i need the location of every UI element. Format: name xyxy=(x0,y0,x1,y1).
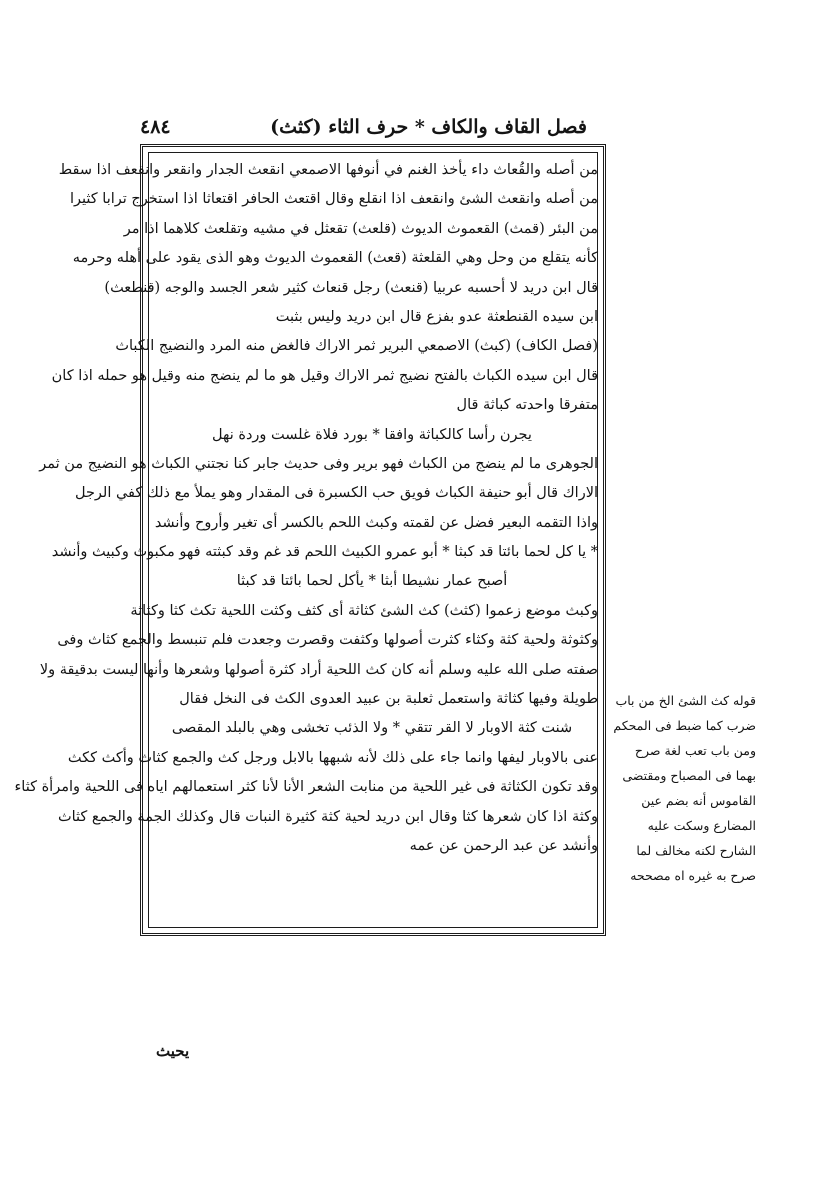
verse-line: أصبح عمار نشيطا أبثا * يأكل لحما بائتا قد كبثا xyxy=(236,573,508,590)
text-line: طويلة وفيها كثاثة واستعمل ثعلبة بن عبيد العدوى الكث فى النخل فقال xyxy=(179,691,598,708)
margin-note-line: ومن باب تعب لغة صرح xyxy=(634,743,756,758)
text-line: من أصله وانقعث الشئ وانقعف اذا انقلع وقال اقتعث الحافر اقتعاثا اذا استخرج ترابا كثيرا xyxy=(70,191,598,208)
text-line: كأنه يتقلع من وحل وهي القلعثة (قعث) القعموث الديوث وهو الذى يقود على أهله وحرمه xyxy=(72,250,598,267)
text-line: عنى بالاوبار ليفها وانما جاء على ذلك لأنه شبهها بالابل ورجل كث والجمع كثاث وأكث ككث xyxy=(67,749,598,766)
margin-note-line: ضرب كما ضبط فى المحكم xyxy=(613,718,756,733)
text-line: وكبث موضع زعموا (كثث) كث الشئ كثاثة أى كثف وكثت اللحية تكث كثا وكثاثة xyxy=(130,602,598,619)
text-line: قال ابن سيده الكباث بالفتح نضيج ثمر الاراك وقيل هو ما لم ينضج منه وقيل هو حمله اذا كان xyxy=(51,367,598,384)
text-line: الاراك قال أبو حنيفة الكباث فويق حب الكسبرة فى المقدار وهو يملأ مع ذلك كفي الرجل xyxy=(74,485,598,502)
page-number: ٤٨٤ xyxy=(140,116,171,138)
text-line: وقد تكون الكثاثة فى غير اللحية من منابت الشعر الأنا لأنا كثر استعمالهم اياه فى اللحية وامرأة كثاء xyxy=(14,779,598,796)
text-line: من البئر (قمث) القعموث الديوث (قلعث) تقعثل في مشيه وتقلعث كلاهما اذا مر xyxy=(123,220,598,237)
margin-note-line: القاموس أنه بضم عين xyxy=(641,793,756,808)
text-line: الجوهرى ما لم ينضج من الكباث فهو برير وفى حديث جابر كنا نجتني الكباث هو النضيج من ثمر xyxy=(39,455,598,472)
text-line: * يا كل لحما بائتا قد كبثا * أبو عمرو الكبيث اللحم قد غم وقد كبثته فهو مكبوث وكبيث وأنشد xyxy=(51,544,598,561)
margin-note-line: صرح به غيره اه مصححه xyxy=(630,868,756,883)
page-header xyxy=(140,112,605,144)
margin-note xyxy=(608,688,756,888)
text-line: واذا التقمه البعير فضل عن لقمته وكبث اللحم بالكسر أى تغير وأروح وأنشد xyxy=(154,514,598,531)
margin-note-line: الشارح لكنه مخالف لما xyxy=(636,843,756,858)
text-line: ابن سيده القنطعثة عدو بفزع قال ابن دريد وليس بثبت xyxy=(275,308,598,325)
text-line: قال ابن دريد لا أحسبه عربيا (قنعث) رجل قنعاث كثير شعر الجسد والوجه (قنطعث) xyxy=(104,279,598,296)
margin-note-line: المضارع وسكت عليه xyxy=(647,818,756,833)
text-line: صفته صلى الله عليه وسلم أنه كان كث اللحية أراد كثرة أصولها وشعرها وأنها ليست بدقيقة ولا xyxy=(39,661,598,678)
verse-line: شنت كثة الاوبار لا القر تتقي * ولا الذئب تخشى وهي بالبلد المقصى xyxy=(171,720,573,737)
text-line: متفرقا واحدته كباثة قال xyxy=(456,397,598,414)
text-line: (فصل الكاف) (كبث) الاصمعي البرير ثمر الاراك فالغض منه المرد والنضيج الكباث xyxy=(115,338,598,355)
running-head: فصل القاف والكاف * حرف الثاء (كثث) xyxy=(270,116,587,138)
text-line: من أصله والقُعاث داء يأخذ الغنم في أنوفها الاصمعي انقعث الجدار وانقعر وانقعف اذا سقط xyxy=(58,162,598,178)
main-text-block xyxy=(14,156,598,926)
verse-line: يجرن رأسا كالكباثة وافقا * بورد فلاة غلست وردة نهل xyxy=(212,426,532,443)
margin-note-line: قوله كث الشئ الخ من باب xyxy=(615,693,756,708)
text-line: وكثوثة ولحية كثة وكثاء كثرت أصولها وكثفت وقصرت وجعدت فلم تنبسط والجمع كثاث وفى xyxy=(57,632,598,649)
text-line: وكثة اذا كان شعرها كثا وقال ابن دريد لحية كثة كثيرة النبات قال وكذلك الجمة والجمع كثاث xyxy=(57,808,598,825)
margin-note-line: بهما فى المصباح ومقتضى xyxy=(622,768,756,783)
catchword: يحيث xyxy=(156,1042,190,1060)
text-line: وأنشد عن عبد الرحمن عن عمه xyxy=(409,837,598,854)
